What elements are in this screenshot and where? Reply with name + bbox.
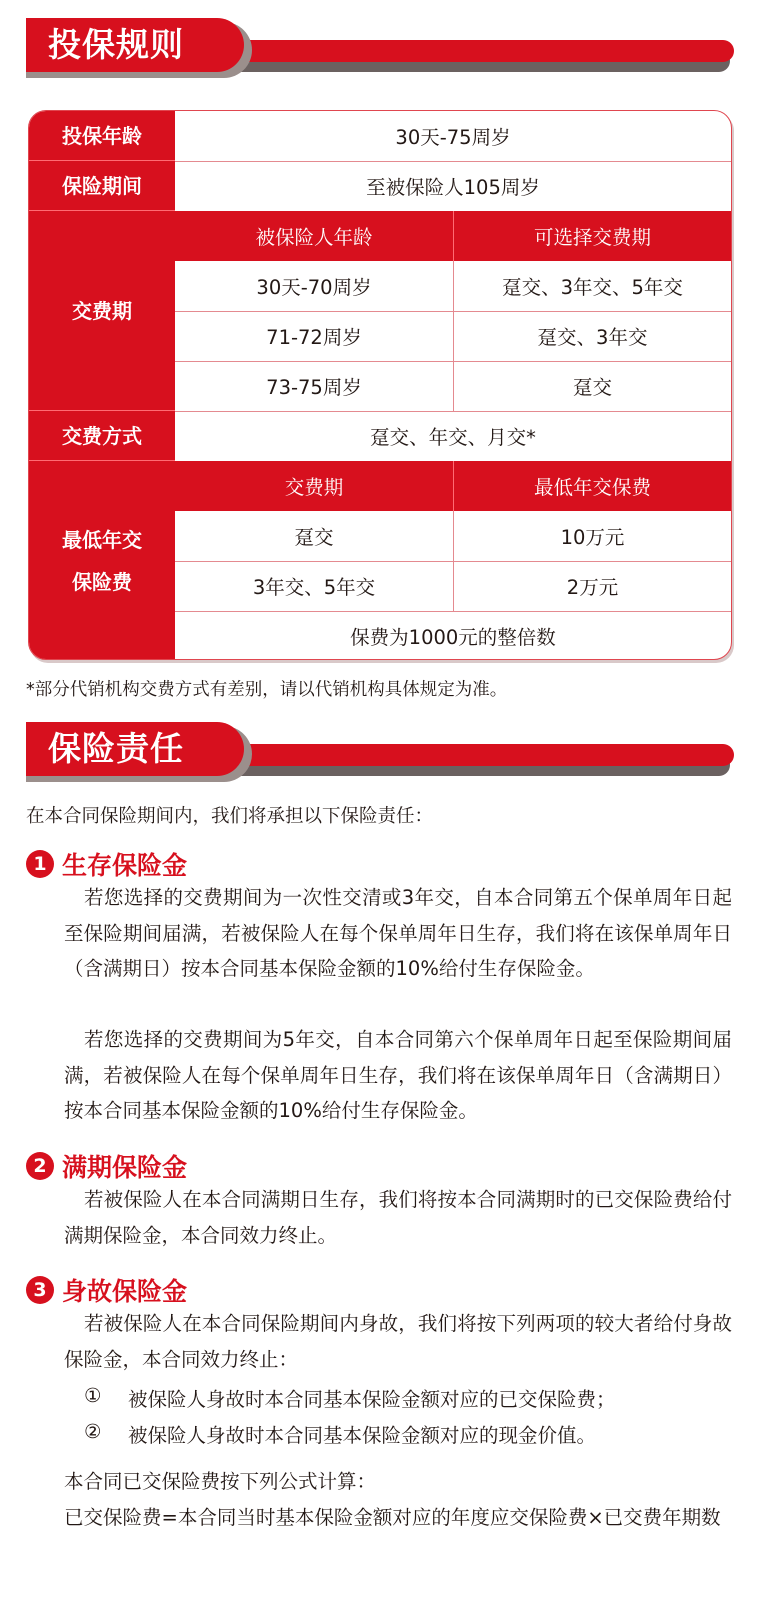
paragraph: 若您选择的交费期间为一次性交清或3年交，自本合同第五个保单周年日起至保险期间届满，若被保险人在每个保单周年日生存，我们将在该保单周年日（含满期日）按本合同基本保险金额的10%给付生存保险金。	[64, 886, 732, 980]
period-value: 至被保险人105周岁	[366, 176, 540, 199]
period-label: 保险期间	[29, 161, 175, 211]
divider	[453, 461, 454, 511]
pp-row-options: 趸交、3年交、5年交	[502, 276, 683, 299]
subsection-title-survival	[26, 846, 187, 882]
pp-row-age: 71-72周岁	[266, 326, 362, 349]
section-title-duty: 保险责任	[26, 722, 244, 776]
list-text: 被保险人身故时本合同基本保险金额对应的已交保险费；	[128, 1388, 616, 1411]
section-title-rules: 投保规则	[26, 18, 244, 72]
rules-table	[28, 110, 732, 660]
mp-row-min: 2万元	[566, 576, 619, 599]
pp-header-age: 被保险人年龄	[175, 211, 453, 261]
pp-header-options: 可选择交费期	[454, 211, 731, 261]
paragraph: 本合同已交保险费按下列公式计算：	[64, 1470, 377, 1493]
mp-row-period: 趸交	[294, 526, 334, 549]
age-value: 30天-75周岁	[395, 126, 511, 149]
payment-method-value: 趸交、年交、月交*	[370, 426, 536, 449]
payment-period-label: 交费期	[29, 211, 175, 411]
subsection-title-death	[26, 1272, 187, 1308]
mp-header-min: 最低年交保费	[454, 461, 731, 511]
number-badge-icon: 1	[26, 850, 54, 878]
subsection-title-text: 身故保险金	[62, 1277, 188, 1306]
divider	[453, 261, 454, 411]
formula: 已交保险费=本合同当时基本保险金额对应的年度应交保险费×已交费年期数	[64, 1506, 721, 1529]
duty-intro: 在本合同保险期间内，我们将承担以下保险责任：	[26, 806, 434, 827]
min-premium-label-line2: 保险费	[72, 570, 132, 594]
list-text: 被保险人身故时本合同基本保险金额对应的现金价值。	[128, 1424, 597, 1447]
subsection-title-text: 满期保险金	[62, 1153, 188, 1182]
list-marker: ②	[84, 1420, 102, 1443]
min-premium-label	[29, 461, 175, 660]
mp-row-period: 3年交、5年交	[252, 576, 376, 599]
list-marker: ①	[84, 1384, 102, 1407]
paragraph: 若被保险人在本合同满期日生存，我们将按本合同满期时的已交保险费给付满期保险金，本合同效力终止。	[64, 1188, 732, 1247]
pp-row-options: 趸交、3年交	[537, 326, 648, 349]
list-item	[84, 1384, 616, 1412]
mp-row-min: 10万元	[560, 526, 625, 549]
payment-method-label: 交费方式	[29, 411, 175, 461]
section-banner-duty	[26, 722, 742, 784]
banner-bar	[176, 40, 734, 62]
divider	[453, 511, 454, 611]
table-footnote: *部分代销机构交费方式有差别，请以代销机构具体规定为准。	[26, 680, 508, 700]
min-premium-note: 保费为1000元的整倍数	[350, 626, 556, 649]
min-premium-label-line1: 最低年交	[62, 528, 142, 552]
number-badge-icon: 3	[26, 1276, 54, 1304]
number-badge-icon: 2	[26, 1152, 54, 1180]
pp-row-age: 73-75周岁	[266, 376, 362, 399]
age-label: 投保年龄	[29, 111, 175, 161]
subsection-title-text: 生存保险金	[62, 851, 188, 880]
list-item	[84, 1420, 596, 1448]
pp-row-age: 30天-70周岁	[256, 276, 372, 299]
paragraph: 若您选择的交费期间为5年交，自本合同第六个保单周年日起至保险期间届满，若被保险人在每个保单周年日生存，我们将在该保单周年日（含满期日）按本合同基本保险金额的10%给付生存保险金。	[64, 1028, 732, 1122]
paragraph: 若被保险人在本合同保险期间内身故，我们将按下列两项的较大者给付身故保险金，本合同效力终止：	[64, 1312, 732, 1371]
section-banner-rules	[26, 18, 742, 80]
subsection-title-maturity	[26, 1148, 187, 1184]
banner-bar	[176, 744, 734, 766]
pp-row-options: 趸交	[572, 376, 612, 399]
mp-header-period: 交费期	[175, 461, 453, 511]
divider	[453, 211, 454, 261]
